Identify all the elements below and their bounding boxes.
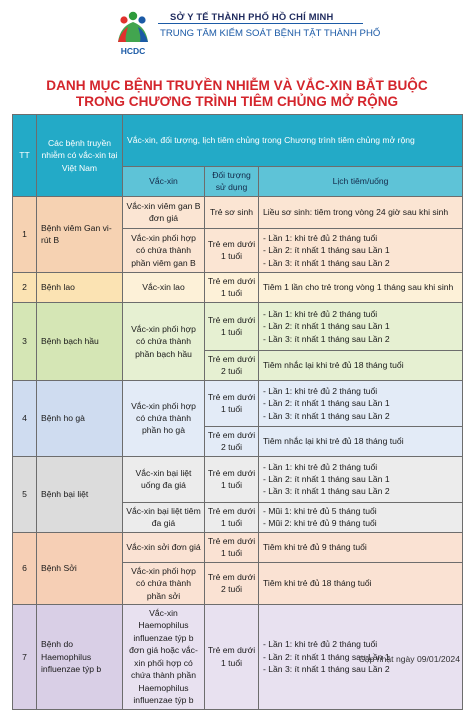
disease-name: Bệnh bạch hầu [37, 302, 123, 380]
vaccine-name: Vắc-xin phối hợp có chứa thành phần sởi [123, 562, 205, 604]
row-number: 2 [13, 272, 37, 302]
disease-name: Bệnh lao [37, 272, 123, 302]
target-group: Trẻ em dưới 1 tuổi [205, 532, 259, 562]
schedule-line: - Lần 1: khi trẻ đủ 2 tháng tuổi [263, 639, 378, 650]
org-line-2: TRUNG TÂM KIỂM SOÁT BỆNH TẬT THÀNH PHỐ [160, 28, 381, 39]
schedule-cell [259, 196, 463, 228]
org-line-1: SỞ Y TẾ THÀNH PHỐ HỒ CHÍ MINH [170, 11, 334, 22]
schedule-cell [259, 562, 463, 604]
schedule-line: - Lần 1: khi trẻ đủ 2 tháng tuổi [263, 308, 378, 319]
schedule-line: - Lần 3: ít nhất 1 tháng sau Lần 2 [263, 333, 390, 344]
schedule-line: - Lần 2: ít nhất 1 tháng sau Lần 1 [263, 473, 390, 484]
vaccine-name: Vắc-xin viêm gan B đơn giá [123, 196, 205, 228]
target-group: Trẻ em dưới 1 tuổi [205, 502, 259, 532]
vaccine-name: Vắc-xin bại liệt tiêm đa giá [123, 502, 205, 532]
schedule-line: - Mũi 2: khi trẻ đủ 9 tháng tuổi [263, 518, 377, 529]
target-group: Trẻ em dưới 1 tuổi [205, 272, 259, 302]
target-group: Trẻ sơ sinh [205, 196, 259, 228]
schedule-cell [259, 532, 463, 562]
target-group: Trẻ em dưới 1 tuổi [205, 302, 259, 350]
target-group: Trẻ em dưới 1 tuổi [205, 604, 259, 709]
schedule-line: - Lần 3: ít nhất 1 tháng sau Lần 2 [263, 410, 390, 421]
document-title-line-1: DANH MỤC BỆNH TRUYỀN NHIỄM VÀ VẮC-XIN BẮT BUỘC [46, 78, 428, 93]
schedule-cell [259, 426, 463, 456]
header-disease: Các bệnh truyền nhiễm có vắc-xin tại Việt Nam [37, 115, 123, 197]
vaccine-table [12, 114, 463, 710]
schedule-line: Liều sơ sinh: tiêm trong vòng 24 giờ sau khi sinh [263, 207, 449, 218]
row-number: 1 [13, 196, 37, 272]
target-group: Trẻ em dưới 2 tuổi [205, 426, 259, 456]
table-row [13, 532, 463, 562]
header-object: Đối tượng sử dụng [205, 167, 259, 197]
header-tt: TT [13, 115, 37, 197]
schedule-cell [259, 350, 463, 380]
schedule-line: Tiêm nhắc lại khi trẻ đủ 18 tháng tuổi [263, 360, 404, 371]
target-group: Trẻ em dưới 2 tuổi [205, 562, 259, 604]
schedule-line: Tiêm 1 lần cho trẻ trong vòng 1 tháng sau khi sinh [263, 282, 454, 293]
schedule-cell [259, 272, 463, 302]
table-row [13, 302, 463, 350]
target-group: Trẻ em dưới 1 tuổi [205, 380, 259, 426]
vaccine-name: Vắc-xin phối hợp có chứa thành phần viêm gan B [123, 228, 205, 272]
disease-name: Bệnh ho gà [37, 380, 123, 456]
schedule-line: Tiêm khi trẻ đủ 18 tháng tuổi [263, 578, 372, 589]
schedule-line: - Lần 3: ít nhất 1 tháng sau Lần 2 [263, 486, 390, 497]
header-divider [158, 23, 363, 24]
vaccine-name: Vắc-xin bại liệt uống đa giá [123, 456, 205, 502]
vaccine-name: Vắc-xin Haemophilus influenzae týp b đơn giá hoặc vắc-xin phối hợp có chứa thành phần Haemophilus influenzae týp b [123, 604, 205, 709]
vaccine-name: Vắc-xin phối hợp có chứa thành phần ho gà [123, 380, 205, 456]
table-row [13, 272, 463, 302]
row-number: 6 [13, 532, 37, 604]
table-row [13, 380, 463, 426]
schedule-cell [259, 380, 463, 426]
schedule-line: - Lần 2: ít nhất 1 tháng sau Lần 1 [263, 321, 390, 332]
schedule-cell [259, 502, 463, 532]
schedule-line: - Lần 1: khi trẻ đủ 2 tháng tuổi [263, 232, 378, 243]
disease-name: Bệnh bại liệt [37, 456, 123, 532]
schedule-cell [259, 302, 463, 350]
row-number: 3 [13, 302, 37, 380]
schedule-line: Tiêm nhắc lại khi trẻ đủ 18 tháng tuổi [263, 436, 404, 447]
schedule-line: - Lần 2: ít nhất 1 tháng sau Lần 1 [263, 651, 390, 662]
disease-name: Bệnh Sởi [37, 532, 123, 604]
schedule-cell [259, 456, 463, 502]
schedule-cell [259, 228, 463, 272]
vaccine-name: Vắc-xin lao [123, 272, 205, 302]
schedule-line: - Mũi 1: khi trẻ đủ 5 tháng tuổi [263, 505, 377, 516]
vaccine-name: Vắc-xin phối hợp có chứa thành phần bạch hầu [123, 302, 205, 380]
schedule-line: - Lần 2: ít nhất 1 tháng sau Lần 1 [263, 245, 390, 256]
target-group: Trẻ em dưới 2 tuổi [205, 350, 259, 380]
header-vaccine: Vắc-xin [123, 167, 205, 197]
update-date: Cập nhật ngày 09/01/2024 [358, 654, 460, 664]
disease-name: Bệnh viêm Gan vi-rút B [37, 196, 123, 272]
table-row [13, 456, 463, 502]
schedule-line: - Lần 3: ít nhất 1 tháng sau Lần 2 [263, 257, 390, 268]
document-title-line-2: TRONG CHƯƠNG TRÌNH TIÊM CHỦNG MỞ RỘNG [75, 94, 399, 109]
schedule-line: Tiêm khi trẻ đủ 9 tháng tuổi [263, 541, 367, 552]
table-row [13, 196, 463, 228]
row-number: 5 [13, 456, 37, 532]
target-group: Trẻ em dưới 1 tuổi [205, 228, 259, 272]
schedule-line: - Lần 1: khi trẻ đủ 2 tháng tuổi [263, 385, 378, 396]
disease-name: Bệnh do Haemophilus influenzae týp b [37, 604, 123, 709]
vaccine-name: Vắc-xin sởi đơn giá [123, 532, 205, 562]
hcdc-logo [114, 8, 152, 58]
schedule-line: - Lần 3: ít nhất 1 tháng sau Lần 2 [263, 664, 390, 675]
document-header [0, 0, 474, 62]
header-schedule: Lịch tiêm/uống [259, 167, 463, 197]
schedule-line: - Lần 2: ít nhất 1 tháng sau Lần 1 [263, 398, 390, 409]
logo-text: HCDC [120, 46, 146, 56]
header-group: Vắc-xin, đối tượng, lịch tiêm chủng trong Chương trình tiêm chủng mở rộng [123, 115, 463, 167]
row-number: 7 [13, 604, 37, 709]
target-group: Trẻ em dưới 1 tuổi [205, 456, 259, 502]
schedule-line: - Lần 1: khi trẻ đủ 2 tháng tuổi [263, 461, 378, 472]
row-number: 4 [13, 380, 37, 456]
